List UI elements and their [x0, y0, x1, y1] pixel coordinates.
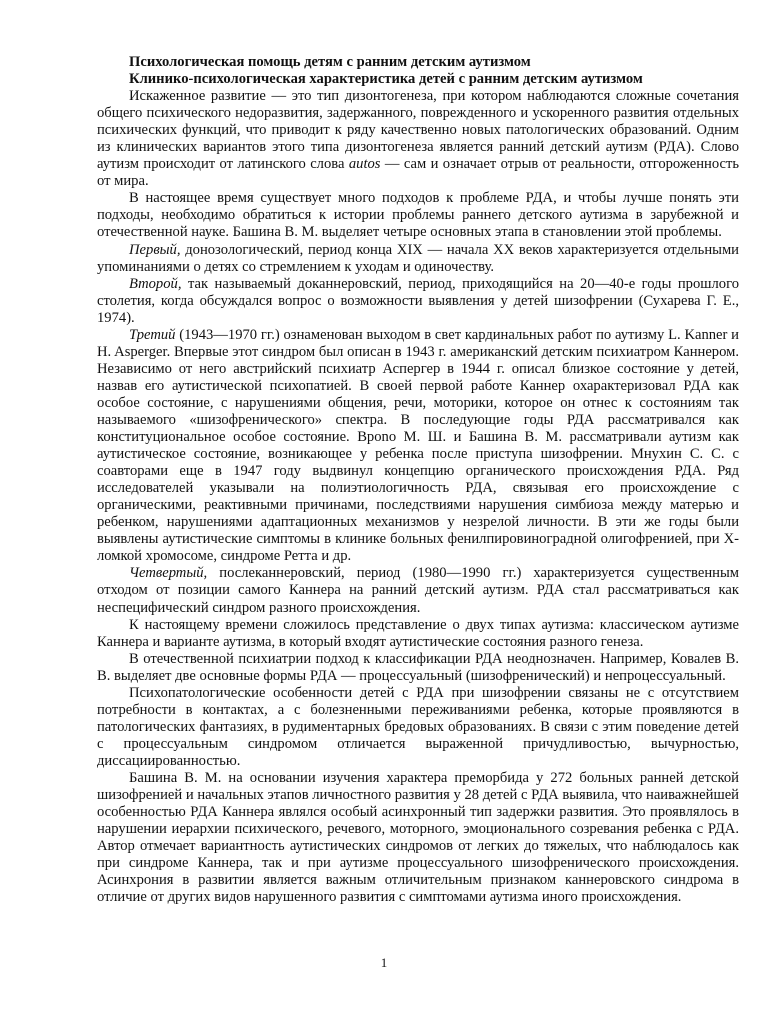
paragraph-text: (1943—1970 гг.) ознаменован выходом в свет кардинальных работ по аутизму L. Kanner и H. Asperger. Впервые этот синдром был описан в 1943 г. американский детским психиатром Каннером. Независимо от него австрийский психиатр Аспергер в 1944 г. описал близкое состояние у детей, назвав его аутистической психопатией. В своей первой работе Каннер охарактеризовал РДА как особое состояние, с нарушениями общения, речи, моторики, которое он отнес к состояниям так называемого «шизофренического» спектра. В последующие годы РДА рассматривался как конституциональное особое состояние. Врono М. Ш. и Башина В. М. рассматривали аутизм как аутистическое состояние, возникающее у ребенка после приступа шизофрении. Мнухин С. С. с соавторами еще в 1947 году выдвинул концепцию органического происхождения РДА. Ряд исследователей указывали на полиэтиологичность РДА, связывая его происхождение с органическими, реактивными причинами, последствиями нарушения симбиоза между матерью и ребенком, нарушениями адаптационных механизмов у незрелой личности. В эти же годы были выявлены аутистические симптомы в клинике больных фенилпировиноградной олигофренией, при X-ломкой хромосоме, синдроме Ретта и др.	[97, 326, 739, 565]
paragraph-text: донозологический, период конца XIX — начала XX веков характеризуется отдельными упоминаниями о детях со стремлением к уходам и одиночеству.	[97, 241, 739, 275]
paragraph-text: Искаженное развитие — это тип дизонтогенеза, при котором наблюдаются сложные сочетания общего психического недоразвития, задержанного, поврежденного и ускоренного развития отдельных психических функций, что приводит к ряду качественно новых патологических образований. Одним из клинических вариантов этого типа дизонтогенеза является ранний детский аутизм (РДА). Слово аутизм происходит от латинского слова	[97, 88, 739, 173]
paragraph	[97, 770, 739, 906]
paragraph	[97, 88, 739, 190]
paragraph	[97, 327, 739, 566]
paragraph-text: послеканнеровский, период (1980—1990 гг.) характеризуется существенным отходом от позиции самого Каннера на ранний детский аутизм. РДА стал рассматриваться как неспецифический синдром разного происхождения.	[97, 565, 739, 616]
paragraph-italic-text: Первый,	[129, 241, 181, 258]
page-number: 1	[380, 955, 388, 970]
paragraph-italic-text: Четвертый,	[129, 565, 208, 582]
document-subtitle: Клинико-психологическая характеристика детей с ранним детским аутизмом	[129, 71, 643, 88]
document-body	[97, 88, 739, 906]
paragraph	[97, 276, 739, 327]
paragraph	[97, 617, 739, 651]
paragraph	[97, 242, 739, 276]
paragraph-text: В отечественной психиатрии подход к классификации РДА неоднозначен. Например, Ковалев В. В. выделяет две основные формы РДА — процессуальный (шизофренический) и непроцессуальный.	[97, 650, 739, 684]
paragraph	[97, 685, 739, 770]
paragraph-text: В настоящее время существует много подходов к проблеме РДА, и чтобы лучше понять эти подходы, необходимо обратиться к истории проблемы раннего детского аутизма в зарубежной и отечественной науке. Башина В. М. выделяет четыре основных этапа в становлении этой проблемы.	[97, 190, 739, 241]
paragraph-italic-text: autos	[348, 156, 381, 173]
paragraph-text: К настоящему времени сложилось представление о двух типах аутизма: классическом аутизме Каннера и варианте аутизма, в который входят аутистические состояния разного генеза.	[97, 616, 739, 650]
paragraph	[97, 190, 739, 241]
paragraph-italic-text: Второй,	[129, 275, 182, 292]
paragraph-text: — сам и означает отрыв от реальности, отгороженность от мира.	[97, 156, 740, 190]
paragraph-text: Психопатологические особенности детей с РДА при шизофрении связаны не с отсутствием потребности в контактах, а с болезненными переживаниями ребенка, которые проявляются в патологических фантазиях, в рудиментарных бредовых образованиях. В связи с этим поведение детей с процессуальным синдромом отличается выраженной причудливостью, вычурностью, диссациированностью.	[97, 684, 739, 769]
document-title: Психологическая помощь детям с ранним детским аутизмом	[129, 54, 531, 70]
paragraph-italic-text: Третий	[129, 326, 176, 343]
paragraph-text: Башина В. М. на основании изучения характера преморбида у 272 больных ранней детской шизофренией и начальных этапов личностного развития у 28 детей с РДА выявила, что наиважнейшей особенностью РДА Каннера являлся особый асинхронный тип задержки развития. Это проявлялось в нарушении иерархии психического, речевого, моторного, эмоционального созревания ребенка с РДА. Автор отмечает вариантность аутистических синдромов от легких до тяжелых, что наблюдалось как при синдроме Каннера, так и при аутизме процессуального шизофренического происхождения. Асинхрония в развитии является важным отличительным признаком каннеровского синдрома в отличие от других видов нарушенного развития с симптомами аутизма иного происхождения.	[97, 769, 739, 906]
paragraph	[97, 651, 739, 685]
document-page	[97, 54, 739, 906]
paragraph	[97, 565, 739, 616]
paragraph-text: так называемый доканнеровский, период, приходящийся на 20—40-е годы прошлого столетия, когда обсуждался вопрос о возможности выявления у детей шизофрении (Сухарева Г. Е., 1974).	[97, 275, 739, 326]
